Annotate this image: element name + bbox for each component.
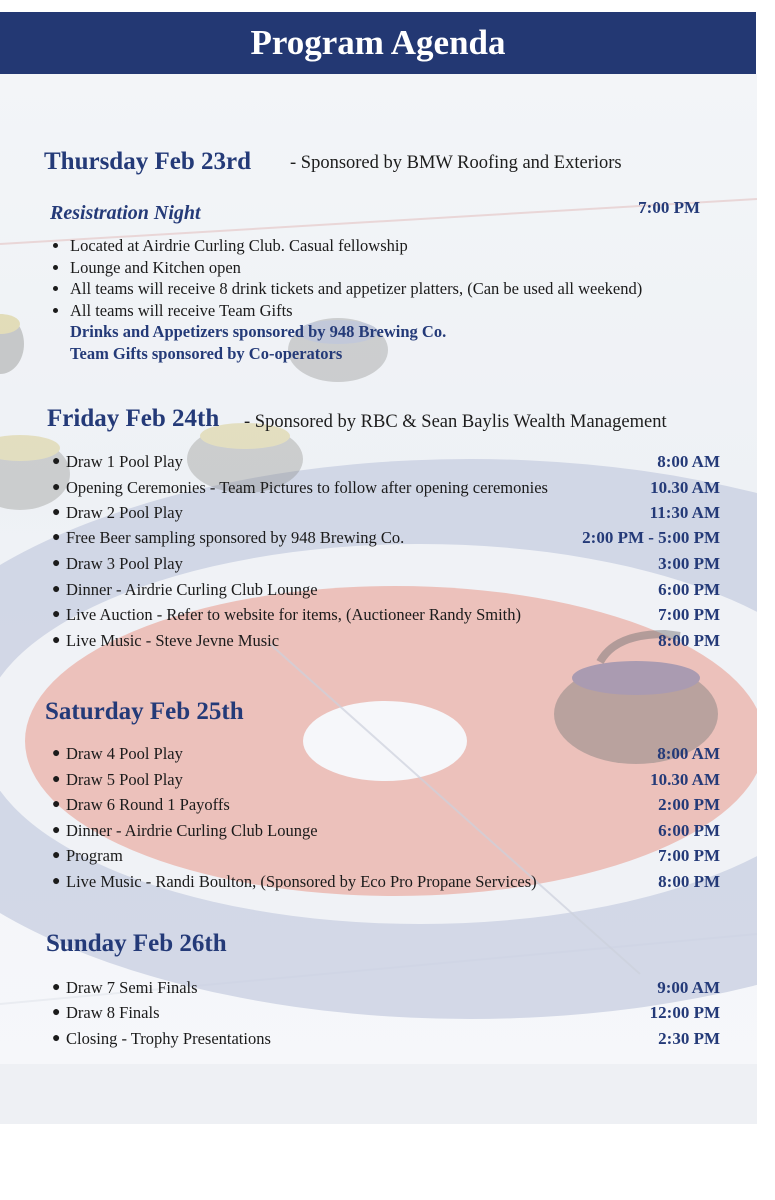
agenda-item-time: 3:00 PM: [658, 554, 720, 573]
agenda-item-label: Closing - Trophy Presentations: [66, 1029, 271, 1048]
saturday-heading: Saturday Feb 25th: [45, 698, 244, 725]
agenda-item-time: 8:00 AM: [657, 452, 720, 471]
agenda-item-time: 12:00 PM: [649, 1003, 720, 1022]
agenda-row: [52, 1000, 720, 1025]
agenda-row: [52, 628, 720, 653]
agenda-item-time: 2:00 PM - 5:00 PM: [582, 528, 720, 547]
agenda-item-label: Dinner - Airdrie Curling Club Lounge: [66, 580, 318, 599]
thursday-bullet-list: [52, 235, 642, 321]
agenda-row: [52, 869, 720, 894]
registration-night-time: 7:00 PM: [638, 198, 700, 217]
agenda-item-time: 7:00 PM: [658, 846, 720, 865]
page-title: Program Agenda: [250, 23, 506, 62]
bullet-icon: ●: [52, 454, 61, 469]
bullet-icon: ●: [52, 480, 61, 495]
bullet-icon: ●: [52, 556, 61, 571]
thursday-bullet: • All teams will receive Team Gifts: [70, 300, 642, 322]
registration-night-title: Resistration Night: [50, 202, 201, 224]
agenda-item-time: 9:00 AM: [657, 978, 720, 997]
agenda-item-label: Draw 5 Pool Play: [66, 770, 183, 789]
sunday-heading: Sunday Feb 26th: [46, 930, 227, 957]
friday-sponsor: - Sponsored by RBC & Sean Baylis Wealth Management: [244, 412, 667, 432]
agenda-item-label: Opening Ceremonies - Team Pictures to follow after opening ceremonies: [66, 478, 548, 497]
bullet-icon: ●: [52, 530, 61, 545]
bullet-icon: ●: [52, 848, 61, 863]
agenda-item-time: 8:00 PM: [658, 631, 720, 650]
agenda-item-label: Draw 2 Pool Play: [66, 503, 183, 522]
agenda-item-time: 6:00 PM: [658, 821, 720, 840]
agenda-item-label: Draw 3 Pool Play: [66, 554, 183, 573]
thursday-bullet: • All teams will receive 8 drink tickets and appetizer platters, (Can be used all weekend): [70, 278, 642, 300]
agenda-item-label: Draw 6 Round 1 Payoffs: [66, 795, 230, 814]
bullet-icon: ●: [52, 582, 61, 597]
agenda-item-time: 10.30 AM: [650, 478, 720, 497]
agenda-row: [52, 792, 720, 817]
agenda-item-label: Program: [66, 846, 123, 865]
drinks-sponsor-note: Drinks and Appetizers sponsored by 948 Brewing Co.: [70, 322, 447, 341]
agenda-row: [52, 975, 720, 1000]
agenda-item-time: 6:00 PM: [658, 580, 720, 599]
agenda-row: [52, 551, 720, 576]
agenda-row: [52, 525, 720, 550]
friday-heading: Friday Feb 24th: [47, 405, 220, 432]
bullet-icon: ●: [52, 746, 61, 761]
agenda-row: [52, 741, 720, 766]
thursday-bullet: • Located at Airdrie Curling Club. Casual fellowship: [70, 235, 642, 257]
agenda-item-time: 8:00 PM: [658, 872, 720, 891]
agenda-row: [52, 475, 720, 500]
agenda-row: [52, 1026, 720, 1051]
agenda-item-time: 10.30 AM: [650, 770, 720, 789]
agenda-item-time: 2:00 PM: [658, 795, 720, 814]
agenda-item-label: Draw 8 Finals: [66, 1003, 160, 1022]
bullet-icon: ●: [52, 1031, 61, 1046]
bullet-icon: ●: [52, 772, 61, 787]
agenda-item-label: Draw 7 Semi Finals: [66, 978, 198, 997]
bullet-icon: ●: [52, 505, 61, 520]
agenda-item-label: Live Music - Steve Jevne Music: [66, 631, 280, 650]
agenda-item-label: Dinner - Airdrie Curling Club Lounge: [66, 821, 318, 840]
agenda-item-label: Draw 4 Pool Play: [66, 744, 183, 763]
bullet-icon: ●: [52, 823, 61, 838]
agenda-item-label: Live Music - Randi Boulton, (Sponsored by Eco Pro Propane Services): [66, 872, 537, 891]
agenda-item-time: 11:30 AM: [649, 503, 720, 522]
agenda-row: [52, 449, 720, 474]
gifts-sponsor-note: Team Gifts sponsored by Co-operators: [70, 344, 343, 363]
agenda-row: [52, 843, 720, 868]
agenda-item-time: 7:00 PM: [658, 605, 720, 624]
agenda-item-label: Free Beer sampling sponsored by 948 Brewing Co.: [66, 528, 405, 547]
thursday-bullet: • Lounge and Kitchen open: [70, 257, 642, 279]
agenda-item-time: 8:00 AM: [657, 744, 720, 763]
thursday-heading: Thursday Feb 23rd: [44, 148, 251, 175]
agenda-item-label: Draw 1 Pool Play: [66, 452, 183, 471]
bullet-icon: ●: [52, 1005, 61, 1020]
agenda-item-label: Live Auction - Refer to website for items, (Auctioneer Randy Smith): [66, 605, 522, 624]
bullet-icon: ●: [52, 607, 61, 622]
bullet-icon: ●: [52, 797, 61, 812]
agenda-row: [52, 602, 720, 627]
bullet-icon: ●: [52, 980, 61, 995]
bullet-icon: ●: [52, 874, 61, 889]
agenda-row: [52, 818, 720, 843]
bullet-icon: ●: [52, 633, 61, 648]
agenda-row: [52, 500, 720, 525]
agenda-row: [52, 577, 720, 602]
agenda-row: [52, 767, 720, 792]
agenda-item-time: 2:30 PM: [658, 1029, 720, 1048]
thursday-sponsor: - Sponsored by BMW Roofing and Exteriors: [290, 153, 622, 173]
